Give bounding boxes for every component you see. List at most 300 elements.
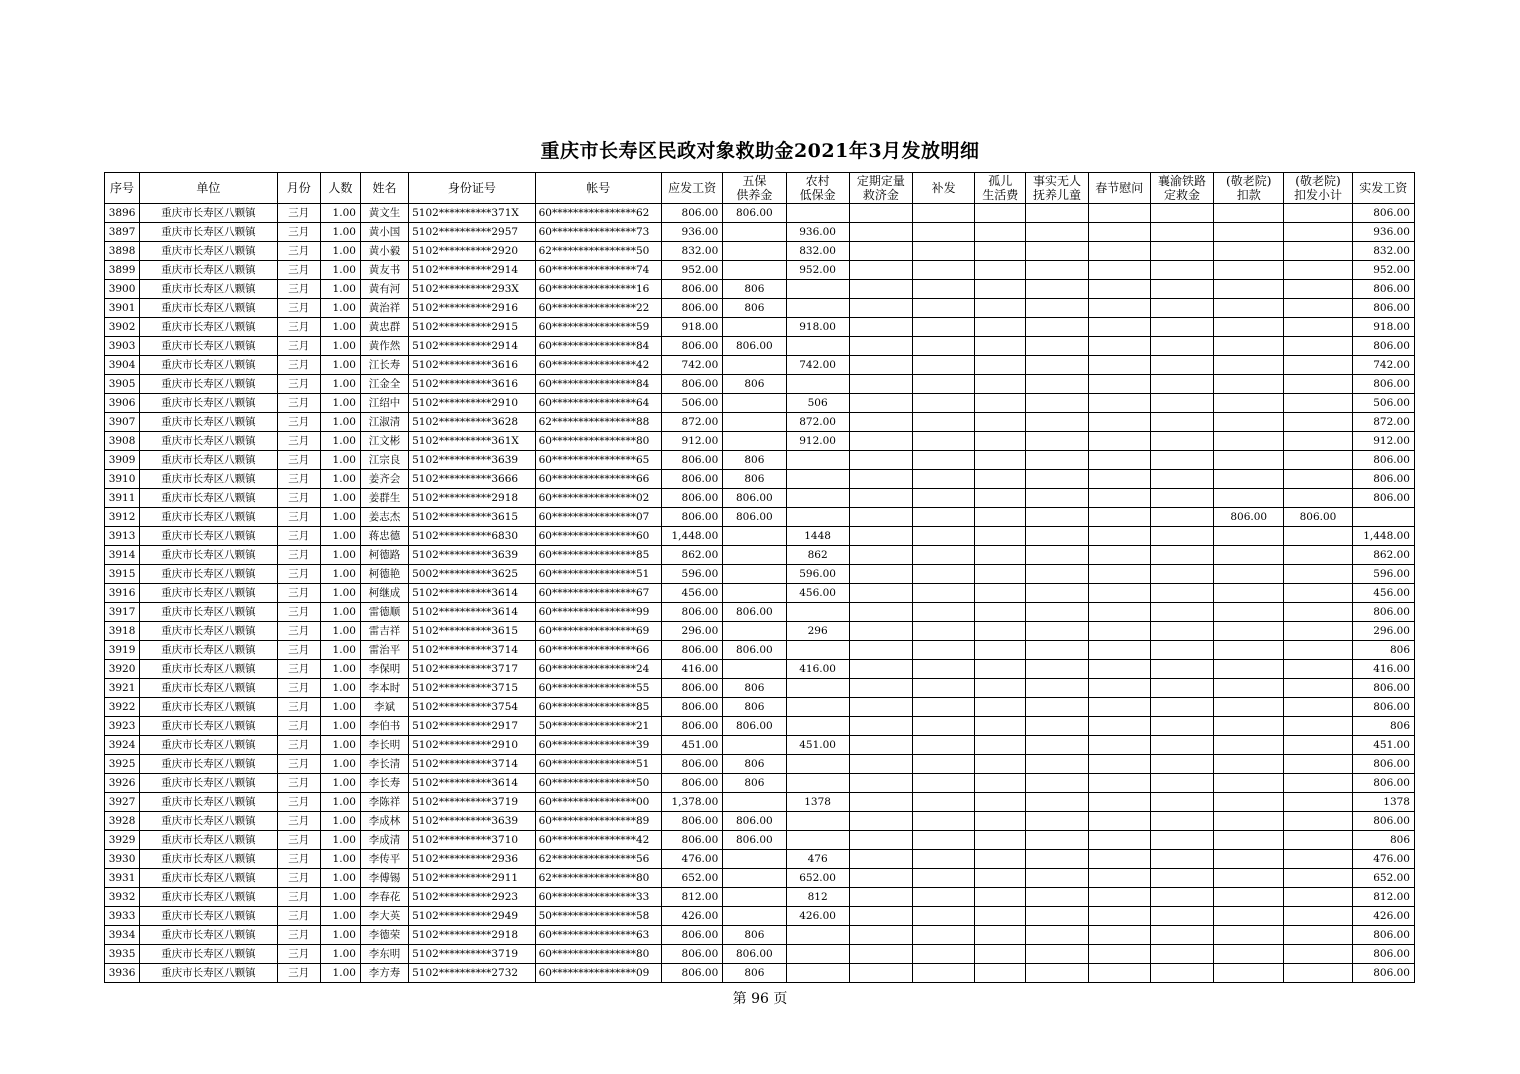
cell-seq: 3909 bbox=[105, 451, 140, 470]
cell-wubao-allowance bbox=[723, 261, 786, 280]
cell-wubao-allowance bbox=[723, 584, 786, 603]
cell-xiangyu-railway-relief bbox=[1150, 717, 1213, 736]
cell-unattended-child bbox=[1026, 926, 1088, 945]
cell-count: 1.00 bbox=[320, 945, 360, 964]
cell-wubao-allowance bbox=[723, 546, 786, 565]
cell-nursing-home-deduction bbox=[1214, 280, 1284, 299]
cell-xiangyu-railway-relief bbox=[1150, 736, 1213, 755]
table-row bbox=[105, 660, 1415, 679]
cell-id-number: 5102**********3628 bbox=[409, 413, 535, 432]
cell-seq: 3896 bbox=[105, 204, 140, 223]
cell-name: 雷德顺 bbox=[360, 603, 408, 622]
cell-month: 三月 bbox=[277, 280, 320, 299]
cell-unattended-child bbox=[1026, 204, 1088, 223]
cell-nursing-home-deduction bbox=[1214, 394, 1284, 413]
cell-month: 三月 bbox=[277, 945, 320, 964]
cell-nursing-home-deduction bbox=[1214, 299, 1284, 318]
cell-month: 三月 bbox=[277, 451, 320, 470]
cell-orphan-allowance bbox=[975, 945, 1026, 964]
cell-account: 60****************16 bbox=[535, 280, 661, 299]
cell-id-number: 5102**********3715 bbox=[409, 679, 535, 698]
cell-spring-festival bbox=[1088, 432, 1150, 451]
cell-orphan-allowance bbox=[975, 280, 1026, 299]
cell-month: 三月 bbox=[277, 470, 320, 489]
cell-nursing-home-deduction bbox=[1214, 565, 1284, 584]
cell-nursing-home-deduction bbox=[1214, 546, 1284, 565]
cell-unattended-child bbox=[1026, 356, 1088, 375]
cell-gross-pay: 806.00 bbox=[662, 451, 723, 470]
cell-spring-festival bbox=[1088, 280, 1150, 299]
cell-nursing-home-deduction bbox=[1214, 755, 1284, 774]
cell-wubao-allowance: 806 bbox=[723, 698, 786, 717]
cell-name: 李春花 bbox=[360, 888, 408, 907]
cell-name: 李长清 bbox=[360, 755, 408, 774]
cell-unit: 重庆市长寿区八颗镇 bbox=[140, 280, 278, 299]
cell-count: 1.00 bbox=[320, 375, 360, 394]
cell-net-pay: 806.00 bbox=[1352, 299, 1414, 318]
cell-unattended-child bbox=[1026, 489, 1088, 508]
table-row bbox=[105, 736, 1415, 755]
cell-count: 1.00 bbox=[320, 584, 360, 603]
cell-wubao-allowance bbox=[723, 432, 786, 451]
col-header-count: 人数 bbox=[320, 173, 360, 204]
cell-id-number: 5102**********3710 bbox=[409, 831, 535, 850]
cell-unattended-child bbox=[1026, 451, 1088, 470]
cell-name: 李长明 bbox=[360, 736, 408, 755]
cell-xiangyu-railway-relief bbox=[1150, 546, 1213, 565]
cell-count: 1.00 bbox=[320, 736, 360, 755]
cell-orphan-allowance bbox=[975, 394, 1026, 413]
cell-rural-dibao: 416.00 bbox=[786, 660, 849, 679]
cell-unattended-child bbox=[1026, 470, 1088, 489]
cell-spring-festival bbox=[1088, 413, 1150, 432]
table-row bbox=[105, 204, 1415, 223]
col-header-name: 姓名 bbox=[360, 173, 408, 204]
page-number: 第 96 页 bbox=[732, 991, 788, 1007]
cell-back-pay bbox=[912, 261, 974, 280]
cell-net-pay: 806 bbox=[1352, 641, 1414, 660]
cell-back-pay bbox=[912, 736, 974, 755]
cell-name: 姜志杰 bbox=[360, 508, 408, 527]
cell-account: 60****************55 bbox=[535, 679, 661, 698]
cell-name: 李本时 bbox=[360, 679, 408, 698]
cell-wubao-allowance: 806 bbox=[723, 299, 786, 318]
table-row bbox=[105, 698, 1415, 717]
cell-account: 60****************42 bbox=[535, 831, 661, 850]
cell-nursing-home-deduction-subtotal bbox=[1284, 622, 1352, 641]
cell-id-number: 5102**********2957 bbox=[409, 223, 535, 242]
table-row bbox=[105, 318, 1415, 337]
col-header-unit: 单位 bbox=[140, 173, 278, 204]
cell-name: 柯德艳 bbox=[360, 565, 408, 584]
col-header-back-pay: 补发 bbox=[912, 173, 974, 204]
cell-fixed-relief bbox=[849, 755, 912, 774]
cell-spring-festival bbox=[1088, 926, 1150, 945]
cell-name: 蒋忠德 bbox=[360, 527, 408, 546]
cell-xiangyu-railway-relief bbox=[1150, 831, 1213, 850]
cell-rural-dibao: 652.00 bbox=[786, 869, 849, 888]
cell-nursing-home-deduction-subtotal bbox=[1284, 812, 1352, 831]
cell-rural-dibao bbox=[786, 698, 849, 717]
cell-seq: 3911 bbox=[105, 489, 140, 508]
cell-seq: 3932 bbox=[105, 888, 140, 907]
cell-account: 60****************51 bbox=[535, 565, 661, 584]
cell-back-pay bbox=[912, 337, 974, 356]
cell-back-pay bbox=[912, 641, 974, 660]
cell-net-pay: 806.00 bbox=[1352, 964, 1414, 983]
cell-seq: 3917 bbox=[105, 603, 140, 622]
cell-back-pay bbox=[912, 603, 974, 622]
cell-name: 黄忠群 bbox=[360, 318, 408, 337]
cell-xiangyu-railway-relief bbox=[1150, 622, 1213, 641]
cell-id-number: 5102**********3614 bbox=[409, 584, 535, 603]
cell-net-pay: 806.00 bbox=[1352, 774, 1414, 793]
cell-name: 姜群生 bbox=[360, 489, 408, 508]
cell-nursing-home-deduction-subtotal bbox=[1284, 375, 1352, 394]
cell-rural-dibao: 912.00 bbox=[786, 432, 849, 451]
cell-net-pay: 806.00 bbox=[1352, 489, 1414, 508]
cell-wubao-allowance: 806.00 bbox=[723, 489, 786, 508]
cell-xiangyu-railway-relief bbox=[1150, 204, 1213, 223]
cell-rural-dibao bbox=[786, 774, 849, 793]
table-row bbox=[105, 850, 1415, 869]
cell-xiangyu-railway-relief bbox=[1150, 223, 1213, 242]
table-row bbox=[105, 755, 1415, 774]
cell-back-pay bbox=[912, 622, 974, 641]
cell-count: 1.00 bbox=[320, 451, 360, 470]
cell-back-pay bbox=[912, 679, 974, 698]
cell-account: 60****************62 bbox=[535, 204, 661, 223]
cell-gross-pay: 806.00 bbox=[662, 641, 723, 660]
cell-count: 1.00 bbox=[320, 337, 360, 356]
table-row bbox=[105, 831, 1415, 850]
cell-account: 60****************51 bbox=[535, 755, 661, 774]
cell-spring-festival bbox=[1088, 641, 1150, 660]
cell-back-pay bbox=[912, 413, 974, 432]
cell-wubao-allowance bbox=[723, 869, 786, 888]
cell-nursing-home-deduction-subtotal bbox=[1284, 774, 1352, 793]
cell-wubao-allowance: 806 bbox=[723, 964, 786, 983]
cell-unit: 重庆市长寿区八颗镇 bbox=[140, 717, 278, 736]
cell-nursing-home-deduction-subtotal bbox=[1284, 470, 1352, 489]
col-header-account: 帐号 bbox=[535, 173, 661, 204]
cell-wubao-allowance bbox=[723, 318, 786, 337]
cell-nursing-home-deduction bbox=[1214, 489, 1284, 508]
cell-unattended-child bbox=[1026, 660, 1088, 679]
cell-account: 60****************60 bbox=[535, 527, 661, 546]
cell-gross-pay: 806.00 bbox=[662, 698, 723, 717]
cell-wubao-allowance: 806 bbox=[723, 755, 786, 774]
cell-spring-festival bbox=[1088, 869, 1150, 888]
cell-spring-festival bbox=[1088, 888, 1150, 907]
cell-fixed-relief bbox=[849, 679, 912, 698]
cell-seq: 3899 bbox=[105, 261, 140, 280]
cell-unattended-child bbox=[1026, 299, 1088, 318]
cell-nursing-home-deduction-subtotal bbox=[1284, 546, 1352, 565]
cell-back-pay bbox=[912, 318, 974, 337]
cell-unit: 重庆市长寿区八颗镇 bbox=[140, 793, 278, 812]
cell-rural-dibao bbox=[786, 470, 849, 489]
cell-spring-festival bbox=[1088, 299, 1150, 318]
cell-net-pay: 806.00 bbox=[1352, 812, 1414, 831]
cell-back-pay bbox=[912, 926, 974, 945]
cell-xiangyu-railway-relief bbox=[1150, 261, 1213, 280]
cell-wubao-allowance: 806.00 bbox=[723, 337, 786, 356]
cell-count: 1.00 bbox=[320, 888, 360, 907]
cell-gross-pay: 806.00 bbox=[662, 280, 723, 299]
cell-count: 1.00 bbox=[320, 641, 360, 660]
cell-month: 三月 bbox=[277, 546, 320, 565]
cell-month: 三月 bbox=[277, 679, 320, 698]
cell-nursing-home-deduction bbox=[1214, 451, 1284, 470]
cell-rural-dibao bbox=[786, 451, 849, 470]
cell-wubao-allowance: 806.00 bbox=[723, 717, 786, 736]
cell-nursing-home-deduction-subtotal bbox=[1284, 356, 1352, 375]
cell-nursing-home-deduction-subtotal bbox=[1284, 850, 1352, 869]
cell-fixed-relief bbox=[849, 793, 912, 812]
cell-unit: 重庆市长寿区八颗镇 bbox=[140, 584, 278, 603]
cell-wubao-allowance bbox=[723, 660, 786, 679]
cell-id-number: 5102**********2949 bbox=[409, 907, 535, 926]
cell-month: 三月 bbox=[277, 812, 320, 831]
table-row bbox=[105, 907, 1415, 926]
cell-back-pay bbox=[912, 375, 974, 394]
cell-unit: 重庆市长寿区八颗镇 bbox=[140, 641, 278, 660]
cell-month: 三月 bbox=[277, 964, 320, 983]
cell-count: 1.00 bbox=[320, 774, 360, 793]
cell-unit: 重庆市长寿区八颗镇 bbox=[140, 831, 278, 850]
cell-id-number: 5102**********2914 bbox=[409, 261, 535, 280]
cell-xiangyu-railway-relief bbox=[1150, 869, 1213, 888]
cell-seq: 3929 bbox=[105, 831, 140, 850]
cell-month: 三月 bbox=[277, 907, 320, 926]
cell-month: 三月 bbox=[277, 603, 320, 622]
cell-unattended-child bbox=[1026, 641, 1088, 660]
cell-xiangyu-railway-relief bbox=[1150, 565, 1213, 584]
cell-account: 60****************84 bbox=[535, 337, 661, 356]
cell-unit: 重庆市长寿区八颗镇 bbox=[140, 850, 278, 869]
cell-net-pay: 952.00 bbox=[1352, 261, 1414, 280]
cell-net-pay: 456.00 bbox=[1352, 584, 1414, 603]
cell-wubao-allowance: 806.00 bbox=[723, 812, 786, 831]
cell-fixed-relief bbox=[849, 204, 912, 223]
cell-month: 三月 bbox=[277, 413, 320, 432]
table-header-row bbox=[105, 173, 1415, 204]
cell-orphan-allowance bbox=[975, 622, 1026, 641]
cell-fixed-relief bbox=[849, 242, 912, 261]
table-row bbox=[105, 926, 1415, 945]
cell-unattended-child bbox=[1026, 717, 1088, 736]
cell-xiangyu-railway-relief bbox=[1150, 793, 1213, 812]
cell-spring-festival bbox=[1088, 356, 1150, 375]
cell-unit: 重庆市长寿区八颗镇 bbox=[140, 451, 278, 470]
cell-xiangyu-railway-relief bbox=[1150, 850, 1213, 869]
cell-fixed-relief bbox=[849, 869, 912, 888]
cell-rural-dibao bbox=[786, 280, 849, 299]
cell-rural-dibao: 862 bbox=[786, 546, 849, 565]
cell-id-number: 5102**********3714 bbox=[409, 755, 535, 774]
cell-net-pay: 912.00 bbox=[1352, 432, 1414, 451]
cell-gross-pay: 806.00 bbox=[662, 299, 723, 318]
cell-unattended-child bbox=[1026, 508, 1088, 527]
cell-id-number: 5102**********3714 bbox=[409, 641, 535, 660]
col-header-orphan-allowance: 孤儿 生活费 bbox=[975, 173, 1026, 204]
cell-id-number: 5102**********3719 bbox=[409, 793, 535, 812]
cell-gross-pay: 806.00 bbox=[662, 831, 723, 850]
table-row bbox=[105, 793, 1415, 812]
cell-wubao-allowance bbox=[723, 850, 786, 869]
cell-nursing-home-deduction-subtotal bbox=[1284, 660, 1352, 679]
cell-account: 60****************50 bbox=[535, 774, 661, 793]
cell-fixed-relief bbox=[849, 546, 912, 565]
cell-nursing-home-deduction bbox=[1214, 793, 1284, 812]
cell-back-pay bbox=[912, 755, 974, 774]
cell-nursing-home-deduction-subtotal bbox=[1284, 261, 1352, 280]
cell-seq: 3914 bbox=[105, 546, 140, 565]
cell-back-pay bbox=[912, 660, 974, 679]
cell-orphan-allowance bbox=[975, 641, 1026, 660]
cell-name: 李傅锡 bbox=[360, 869, 408, 888]
cell-fixed-relief bbox=[849, 375, 912, 394]
cell-spring-festival bbox=[1088, 565, 1150, 584]
cell-month: 三月 bbox=[277, 394, 320, 413]
cell-net-pay: 812.00 bbox=[1352, 888, 1414, 907]
cell-xiangyu-railway-relief bbox=[1150, 584, 1213, 603]
cell-id-number: 5102**********3666 bbox=[409, 470, 535, 489]
cell-fixed-relief bbox=[849, 907, 912, 926]
cell-count: 1.00 bbox=[320, 717, 360, 736]
cell-gross-pay: 806.00 bbox=[662, 204, 723, 223]
cell-xiangyu-railway-relief bbox=[1150, 926, 1213, 945]
col-header-seq: 序号 bbox=[105, 173, 140, 204]
cell-nursing-home-deduction-subtotal bbox=[1284, 964, 1352, 983]
table-row bbox=[105, 584, 1415, 603]
cell-nursing-home-deduction-subtotal bbox=[1284, 204, 1352, 223]
cell-fixed-relief bbox=[849, 318, 912, 337]
cell-xiangyu-railway-relief bbox=[1150, 603, 1213, 622]
cell-nursing-home-deduction bbox=[1214, 622, 1284, 641]
cell-nursing-home-deduction bbox=[1214, 337, 1284, 356]
cell-back-pay bbox=[912, 204, 974, 223]
cell-nursing-home-deduction-subtotal bbox=[1284, 299, 1352, 318]
cell-xiangyu-railway-relief bbox=[1150, 508, 1213, 527]
cell-rural-dibao bbox=[786, 375, 849, 394]
cell-name: 李陈祥 bbox=[360, 793, 408, 812]
cell-month: 三月 bbox=[277, 527, 320, 546]
cell-wubao-allowance: 806 bbox=[723, 451, 786, 470]
table-row bbox=[105, 546, 1415, 565]
cell-fixed-relief bbox=[849, 489, 912, 508]
cell-count: 1.00 bbox=[320, 470, 360, 489]
cell-nursing-home-deduction bbox=[1214, 907, 1284, 926]
cell-unattended-child bbox=[1026, 812, 1088, 831]
cell-name: 李长寿 bbox=[360, 774, 408, 793]
cell-account: 60****************63 bbox=[535, 926, 661, 945]
cell-seq: 3931 bbox=[105, 869, 140, 888]
cell-rural-dibao bbox=[786, 299, 849, 318]
cell-nursing-home-deduction bbox=[1214, 413, 1284, 432]
table-row bbox=[105, 812, 1415, 831]
cell-unit: 重庆市长寿区八颗镇 bbox=[140, 356, 278, 375]
table-row bbox=[105, 280, 1415, 299]
cell-gross-pay: 742.00 bbox=[662, 356, 723, 375]
cell-spring-festival bbox=[1088, 204, 1150, 223]
cell-rural-dibao: 812 bbox=[786, 888, 849, 907]
cell-orphan-allowance bbox=[975, 356, 1026, 375]
cell-back-pay bbox=[912, 356, 974, 375]
cell-back-pay bbox=[912, 489, 974, 508]
cell-rural-dibao: 476 bbox=[786, 850, 849, 869]
cell-id-number: 5102**********2923 bbox=[409, 888, 535, 907]
cell-nursing-home-deduction bbox=[1214, 945, 1284, 964]
cell-account: 62****************80 bbox=[535, 869, 661, 888]
cell-nursing-home-deduction bbox=[1214, 698, 1284, 717]
cell-name: 雷治平 bbox=[360, 641, 408, 660]
cell-spring-festival bbox=[1088, 755, 1150, 774]
cell-nursing-home-deduction bbox=[1214, 812, 1284, 831]
cell-net-pay: 806 bbox=[1352, 717, 1414, 736]
cell-account: 60****************80 bbox=[535, 945, 661, 964]
cell-account: 60****************22 bbox=[535, 299, 661, 318]
cell-gross-pay: 936.00 bbox=[662, 223, 723, 242]
cell-nursing-home-deduction bbox=[1214, 926, 1284, 945]
cell-back-pay bbox=[912, 242, 974, 261]
cell-nursing-home-deduction-subtotal bbox=[1284, 413, 1352, 432]
cell-gross-pay: 806.00 bbox=[662, 470, 723, 489]
cell-xiangyu-railway-relief bbox=[1150, 375, 1213, 394]
cell-wubao-allowance: 806.00 bbox=[723, 204, 786, 223]
cell-unit: 重庆市长寿区八颗镇 bbox=[140, 622, 278, 641]
cell-name: 李方寿 bbox=[360, 964, 408, 983]
cell-name: 黄作然 bbox=[360, 337, 408, 356]
cell-net-pay: 416.00 bbox=[1352, 660, 1414, 679]
cell-name: 黄文生 bbox=[360, 204, 408, 223]
cell-rural-dibao bbox=[786, 679, 849, 698]
cell-month: 三月 bbox=[277, 926, 320, 945]
cell-id-number: 5102**********2918 bbox=[409, 489, 535, 508]
cell-name: 李斌 bbox=[360, 698, 408, 717]
cell-xiangyu-railway-relief bbox=[1150, 394, 1213, 413]
cell-orphan-allowance bbox=[975, 812, 1026, 831]
cell-wubao-allowance: 806 bbox=[723, 679, 786, 698]
cell-orphan-allowance bbox=[975, 508, 1026, 527]
cell-wubao-allowance bbox=[723, 413, 786, 432]
cell-nursing-home-deduction-subtotal bbox=[1284, 793, 1352, 812]
cell-nursing-home-deduction-subtotal bbox=[1284, 280, 1352, 299]
cell-month: 三月 bbox=[277, 432, 320, 451]
cell-unattended-child bbox=[1026, 337, 1088, 356]
cell-wubao-allowance: 806 bbox=[723, 280, 786, 299]
cell-account: 60****************84 bbox=[535, 375, 661, 394]
cell-back-pay bbox=[912, 280, 974, 299]
cell-unit: 重庆市长寿区八颗镇 bbox=[140, 565, 278, 584]
cell-net-pay: 806.00 bbox=[1352, 470, 1414, 489]
cell-account: 60****************74 bbox=[535, 261, 661, 280]
cell-net-pay: 936.00 bbox=[1352, 223, 1414, 242]
cell-month: 三月 bbox=[277, 641, 320, 660]
cell-month: 三月 bbox=[277, 736, 320, 755]
cell-month: 三月 bbox=[277, 888, 320, 907]
table-row bbox=[105, 299, 1415, 318]
cell-wubao-allowance bbox=[723, 242, 786, 261]
cell-month: 三月 bbox=[277, 508, 320, 527]
cell-seq: 3918 bbox=[105, 622, 140, 641]
cell-id-number: 5102**********3614 bbox=[409, 603, 535, 622]
cell-id-number: 5102**********2732 bbox=[409, 964, 535, 983]
cell-id-number: 5102**********3615 bbox=[409, 622, 535, 641]
cell-spring-festival bbox=[1088, 451, 1150, 470]
cell-count: 1.00 bbox=[320, 432, 360, 451]
